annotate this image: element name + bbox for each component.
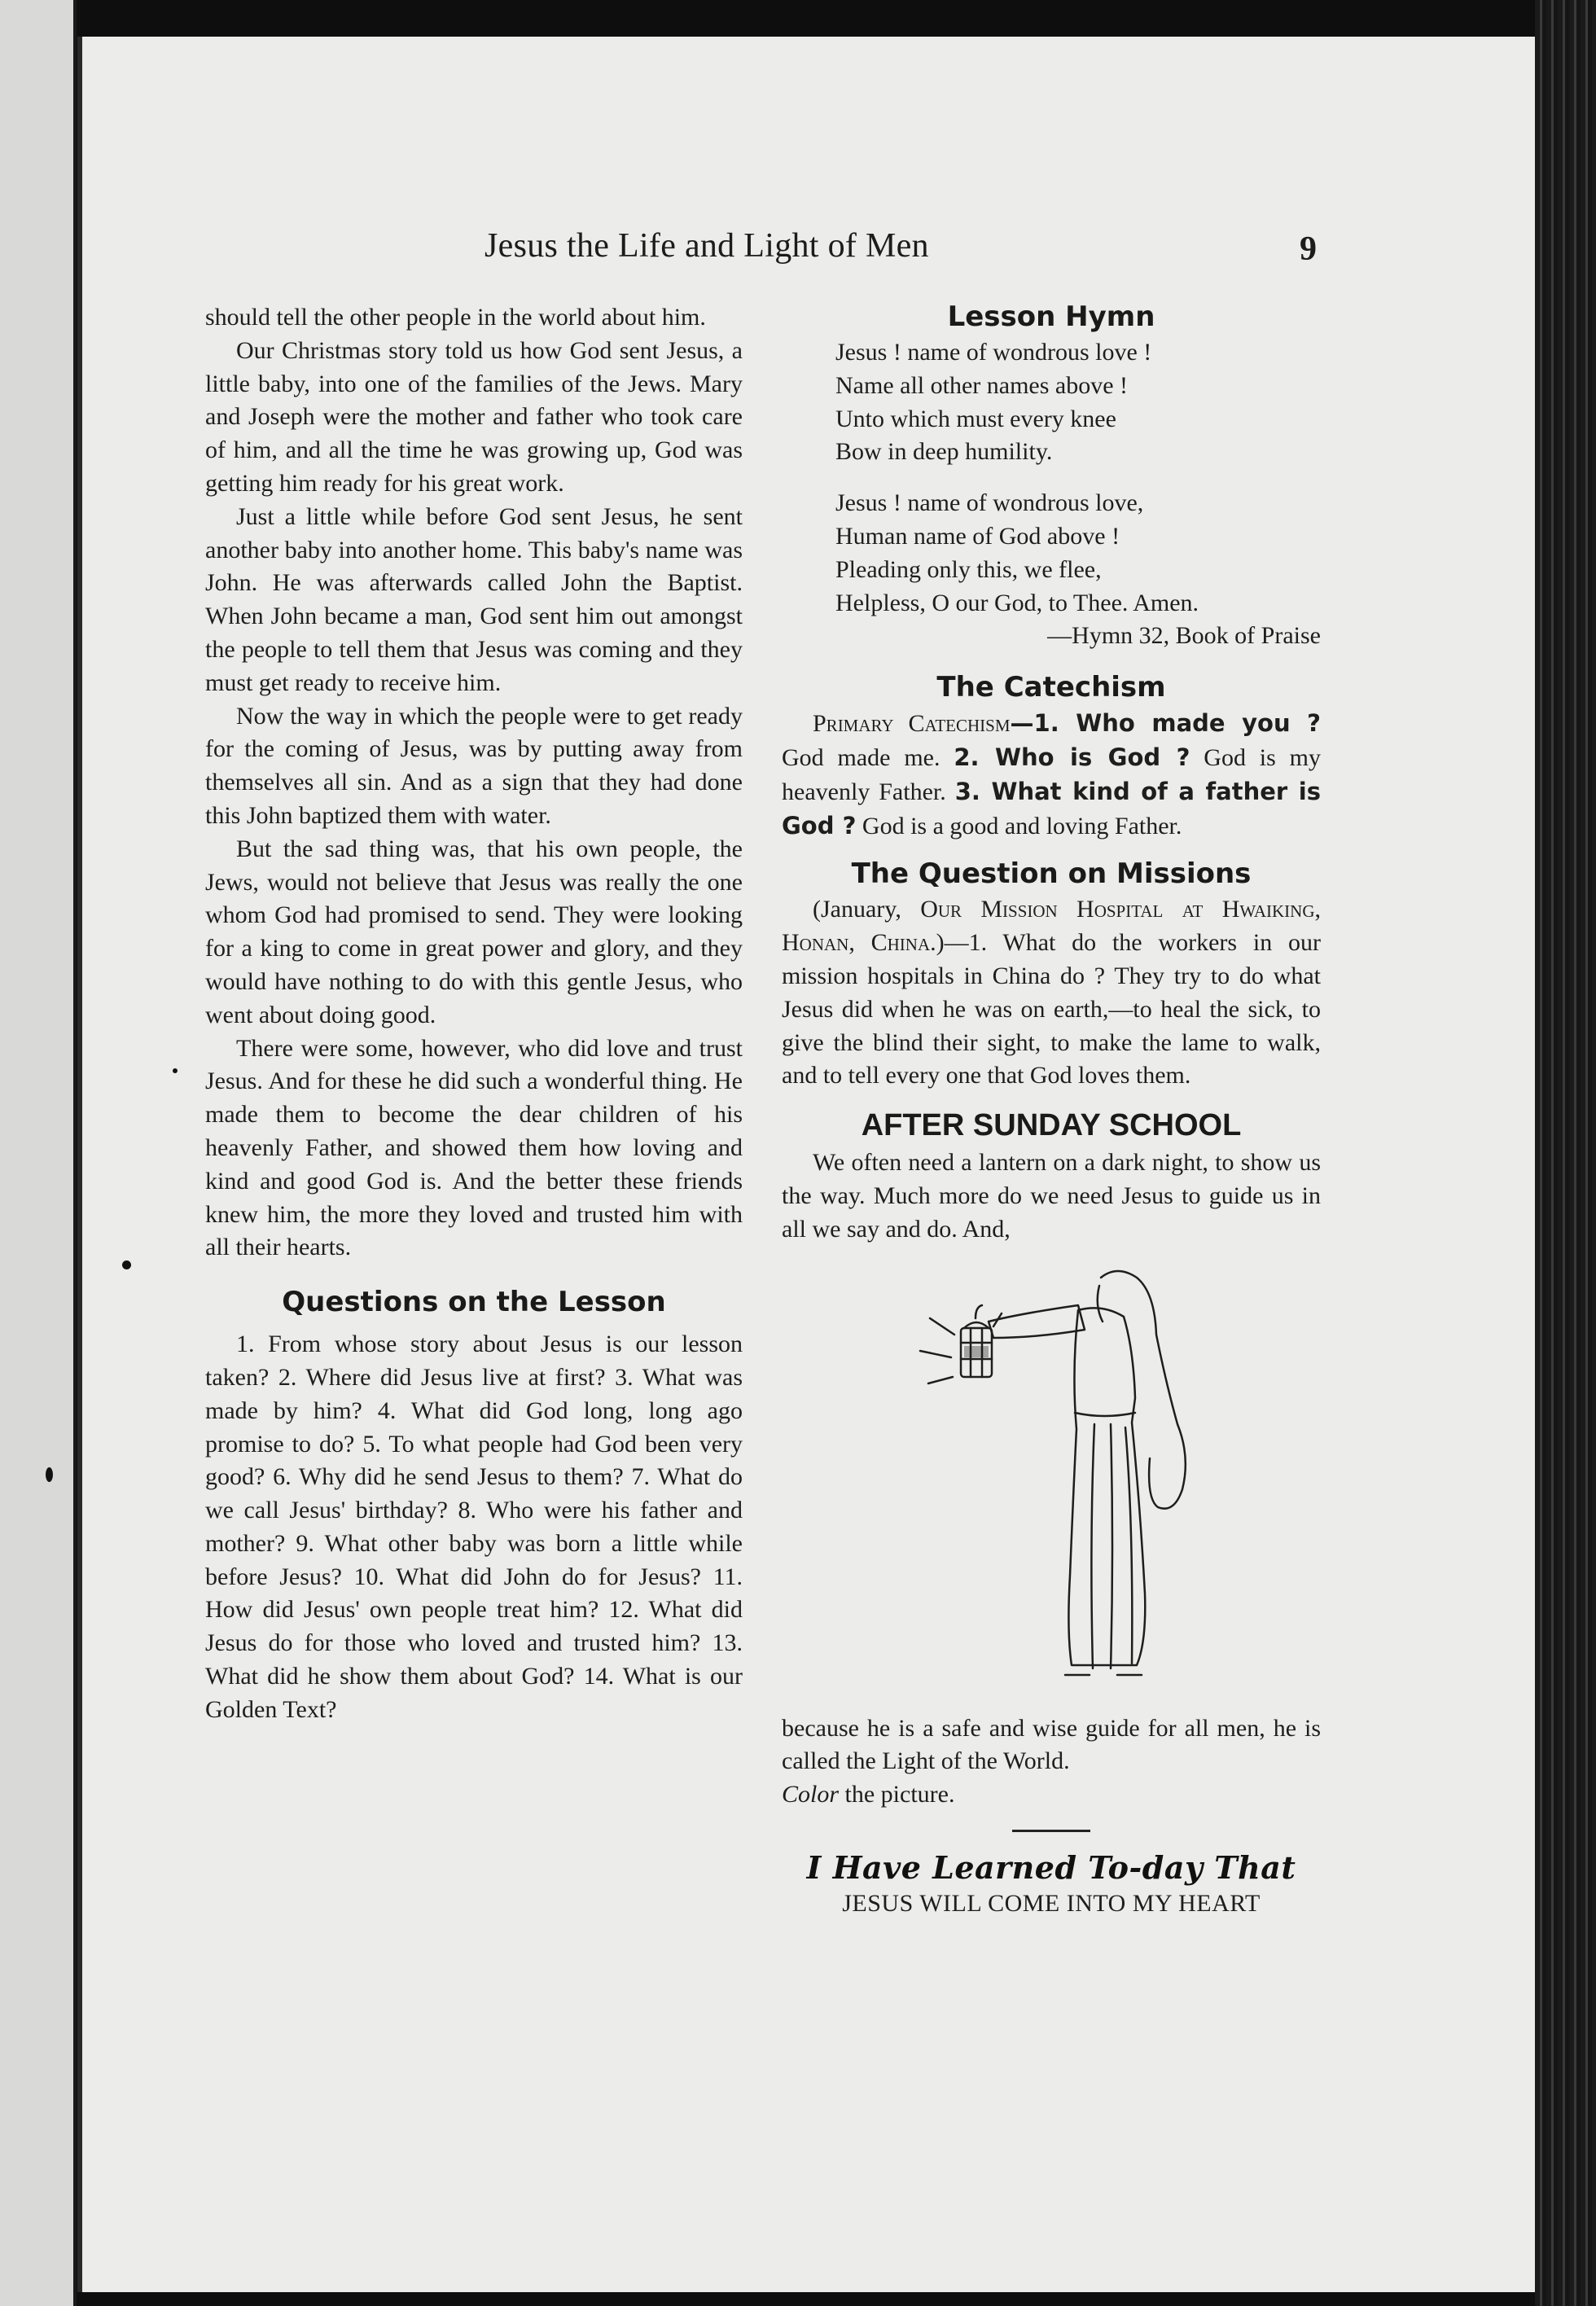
hymn-line: Human name of God above ! [835,522,1120,550]
paragraph: Now the way in which the people were to get ready for the coming of Jesus, was by putting away from themselves all sin. And as a sign that they had done this John baptized them with water. [205,702,743,829]
paragraph: Just a little while before God sent Jesus, he sent another baby into another home. This baby's name was John. He was afterwards called John the Baptist. When John became a man, God sent him out amongst the people to tell them that Jesus was coming and they must get ready to receive him. [205,502,743,696]
paragraph: Our Christmas story told us how God sent Jesus, a little baby, into one of the families of the Jews. Mary and Joseph were the mother and father who took care of him, and all the time he was growing up, God was getting him ready for his great work. [205,336,743,497]
hymn-line: Jesus ! name of wondrous love, [835,489,1144,517]
hymn-line: Name all other names above ! [835,371,1129,399]
ink-dot [173,1068,178,1073]
missions-caps: Our Mission Hospital at Hwaiking, Honan, China. [782,896,1322,957]
divider-rule [1012,1830,1090,1832]
catechism-a1: God made me. [782,743,954,771]
page-number: 9 [1300,230,1317,268]
facing-page-edge [0,0,77,2306]
paragraph: should tell the other people in the world about him. [205,304,706,331]
hymn-attribution: —Hymn 32, Book of Praise [1047,622,1321,650]
ink-dot [122,1260,131,1269]
hymn-line: Helpless, O our God, to Thee. Amen. [835,589,1199,616]
paragraph: There were some, however, who did love and trust Jesus. And for these he did such a wonderful thing. He made them to become the dear children of his heavenly Father, and showed them how loving and kind and good God is. And the better these friends knew him, the more they loved and trusted him with all their hearts. [205,1034,743,1261]
color-rest: the picture. [839,1781,955,1808]
color-instruction [782,1778,1321,1812]
learned-heading: I Have Learned To-day That [806,1848,1296,1886]
catechism-a3: God is a good and loving Father. [856,812,1182,840]
ink-dot [46,1467,53,1482]
questions-text: 1. From whose story about Jesus is our lesson taken? 2. Where did Jesus live at first? 3. What was made by him? 4. What did God long, long ago promise to do? 5. To what people had God been very good? 6. Why did he send Jesus to them? 7. What do we call Jesus' birthday? 8. Who were his father and mother? 9. What other baby was born a little while before Jesus? 10. What did John do for Jesus? 11. How did Jesus' own people treat him? 12. What did Jesus do for those who loved and trusted him? 13. What did he show them about God? 14. What is our Golden Text? [205,1331,743,1723]
after-sunday-school-heading: AFTER SUNDAY SCHOOL [861,1108,1242,1143]
hymn-line: Bow in deep humility. [835,438,1053,466]
missions-body: )—1. What do the workers in our mission hospitals in China do ? They try to do what Jesus did when he was on earth,—to heal the sick, to give the blind their sight, to make the lame to walk, and to tell every one that God loves them. [782,929,1322,1089]
learned-line: JESUS WILL COME INTO MY HEART [842,1889,1261,1917]
book-spine [1535,0,1596,2306]
color-word: Color [782,1781,840,1808]
catechism-heading: The Catechism [936,671,1166,704]
catechism-a2: God is my heavenly Father. [782,743,1322,805]
missions-open: (January, [813,896,921,923]
catechism-q3: 3. What kind of a father is God ? [782,777,1321,840]
catechism-q1: —1. Who made you ? [1010,709,1321,738]
after-text-continued: because he is a safe and wise guide for all men, he is called the Light of the World. [782,1714,1321,1775]
missions-heading: The Question on Missions [851,857,1252,891]
catechism-label: Primary Catechism [813,710,1011,738]
hymn-line: Pleading only this, we flee, [835,555,1102,583]
catechism-q2: 2. Who is God ? [954,743,1190,771]
lantern-bearer-illustration [904,1261,1213,1701]
missions-text [782,893,1321,1093]
hymn-line: Unto which must every knee [835,405,1116,432]
questions-heading: Questions on the Lesson [282,1286,666,1319]
running-title: Jesus the Life and Light of Men [484,227,929,265]
right-column [782,297,1321,1921]
hymn-stanza-2 [782,487,1321,620]
paragraph: But the sad thing was, that his own people, the Jews, would not believe that Jesus was really the one whom God had promised to send. They were looking for a king to come in great power and glory, and they would have nothing to do with this gentle Jesus, who went about doing good. [205,835,743,1028]
hymn-stanza-1 [782,336,1321,469]
hymn-line: Jesus ! name of wondrous love ! [835,339,1152,366]
left-column [205,301,743,1727]
hymn-heading: Lesson Hymn [947,300,1155,333]
after-text: We often need a lantern on a dark night, to show us the way. Much more do we need Jesus to guide us in all we say and do. And, [782,1149,1321,1243]
catechism-text [782,707,1321,843]
